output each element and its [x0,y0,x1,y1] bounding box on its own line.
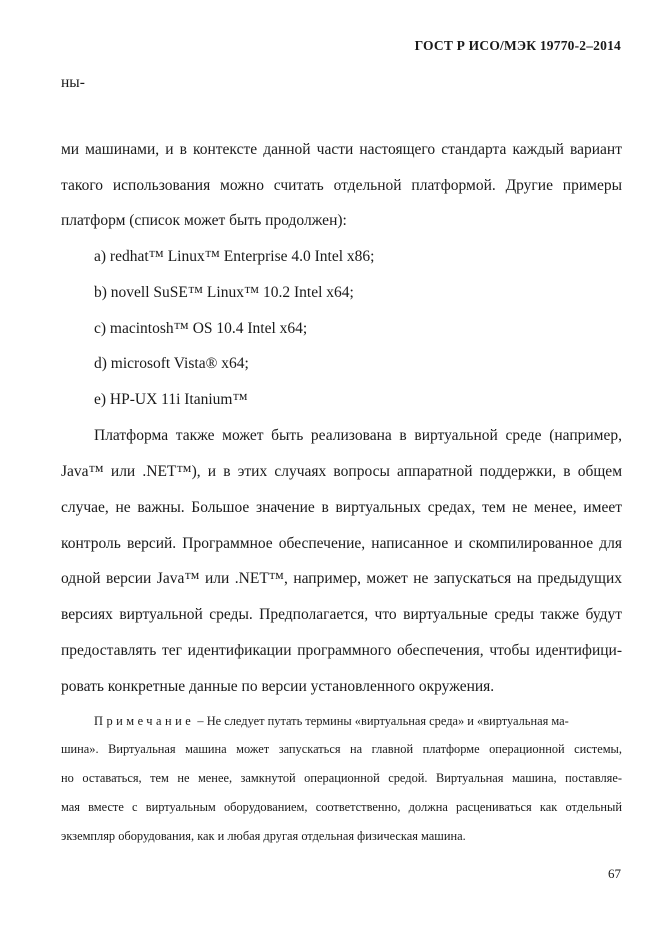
list-item: e) HP-UX 11i Itanium™ [94,391,248,408]
paragraph-2-line: одной версии Java™ или .NET™, например, может не запускаться на предыдущих [61,570,622,587]
standard-header: ГОСТ Р ИСО/МЭК 19770-2–2014 [414,38,621,53]
note-label: Примечание [94,714,195,728]
paragraph-2-line: предоставлять тег идентификации программного обеспечения, чтобы идентифици- [61,642,622,659]
carryover-line: ны- [61,74,85,91]
paragraph-2-line: ровать конкретные данные по версии установленного окружения. [61,678,495,695]
list-item: d) microsoft Vista® x64; [94,355,249,372]
note-first-line [94,714,569,729]
paragraph-2-line: случае, не важны. Большое значение в виртуальных средах, тем не менее, имеет [61,499,622,516]
list-item: c) macintosh™ OS 10.4 Intel x64; [94,320,308,337]
list-item: а) redhat™ Linux™ Enterprise 4.0 Intel x86; [94,248,375,265]
note-line: но оставаться, тем не менее, замкнутой операционной средой. Виртуальная машина, поставляе- [61,771,622,785]
paragraph-2-line: контроль версий. Программное обеспечение, написанное и скомпилированное для [61,535,622,552]
note-line: шина». Виртуальная машина может запускаться на главной платформе операционной системы, [61,742,622,756]
note-line: мая вместе с виртуальным оборудованием, соответственно, должна расцениваться как отдельный [61,800,622,814]
paragraph-1-line: платформ (список может быть продолжен): [61,212,347,229]
note-line: экземпляр оборудования, как и любая другая отдельная физическая машина. [61,829,466,843]
list-item: b) novell SuSE™ Linux™ 10.2 Intel x64; [94,284,354,301]
paragraph-1-line: такого использования можно считать отдельной платформой. Другие примеры [61,177,622,194]
page-number: 67 [608,866,621,881]
paragraph-2-line: версиях виртуальной среды. Предполагается, что виртуальные среды также будут [61,606,622,623]
note-first-line-text: – Не следует путать термины «виртуальная среда» и «виртуальная ма- [194,714,569,728]
paragraph-2-line: Java™ или .NET™), и в этих случаях вопросы аппаратной поддержки, в общем [61,463,622,480]
paragraph-2-line: Платформа также может быть реализована в виртуальной среде (например, [94,427,622,444]
paragraph-1-line: ми машинами, и в контексте данной части настоящего стандарта каждый вариант [61,141,622,158]
